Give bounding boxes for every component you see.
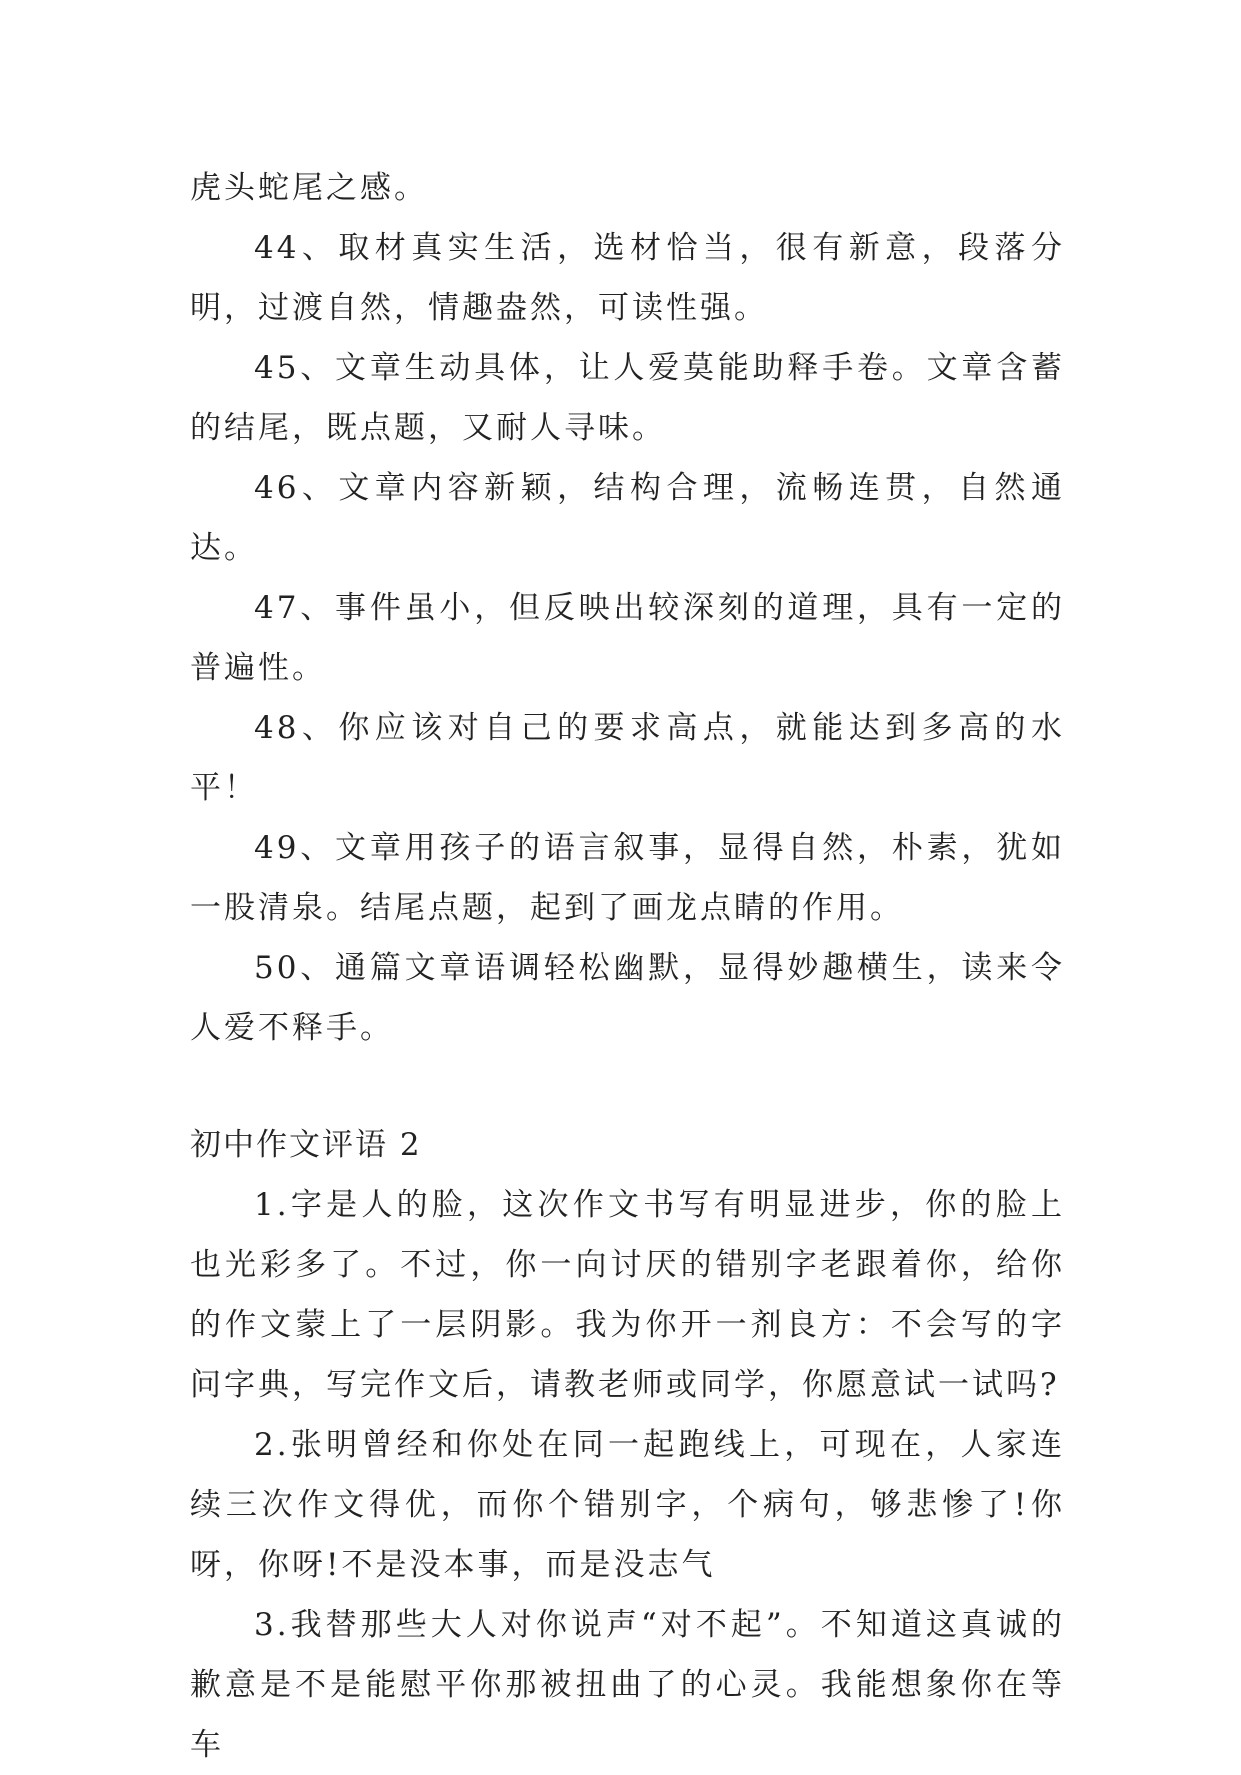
comment-47: 47、事件虽小，但反映出较深刻的道理，具有一定的普遍性。 (190, 590, 1065, 686)
comment-1: 1.字是人的脸，这次作文书写有明显进步，你的脸上也光彩多了。不过，你一向讨厌的错别字老跟着你，给你的作文蒙上了一层阴影。我为你开一剂良方：不会写的字问字典，写完作文后，请教老师或同学，你愿意试一试吗? (190, 1187, 1065, 1403)
comment-50: 50、通篇文章语调轻松幽默，显得妙趣横生，读来令人爱不释手。 (190, 950, 1065, 1046)
document-body (190, 158, 1065, 1775)
comment-46: 46、文章内容新颖，结构合理，流畅连贯，自然通达。 (190, 470, 1065, 566)
comment-45: 45、文章生动具体，让人爱莫能助释手卷。文章含蓄的结尾，既点题，又耐人寻味。 (190, 350, 1065, 446)
comment-49: 49、文章用孩子的语言叙事，显得自然，朴素，犹如一股清泉。结尾点题，起到了画龙点睛的作用。 (190, 830, 1065, 926)
comment-48: 48、你应该对自己的要求高点，就能达到多高的水平！ (190, 710, 1065, 806)
section-heading: 初中作文评语 2 (190, 1127, 422, 1163)
comment-3: 3.我替那些大人对你说声“对不起”。不知道这真诚的歉意是不是能慰平你那被扭曲了的心灵。我能想象你在等车 (190, 1607, 1065, 1763)
paragraph-continuation: 虎头蛇尾之感。 (190, 170, 428, 206)
comment-44: 44、取材真实生活，选材恰当，很有新意，段落分明，过渡自然，情趣盎然，可读性强。 (190, 230, 1065, 326)
comment-2: 2.张明曾经和你处在同一起跑线上，可现在，人家连续三次作文得优，而你个错别字，个病句，够悲惨了!你呀，你呀!不是没本事，而是没志气 (190, 1427, 1065, 1583)
